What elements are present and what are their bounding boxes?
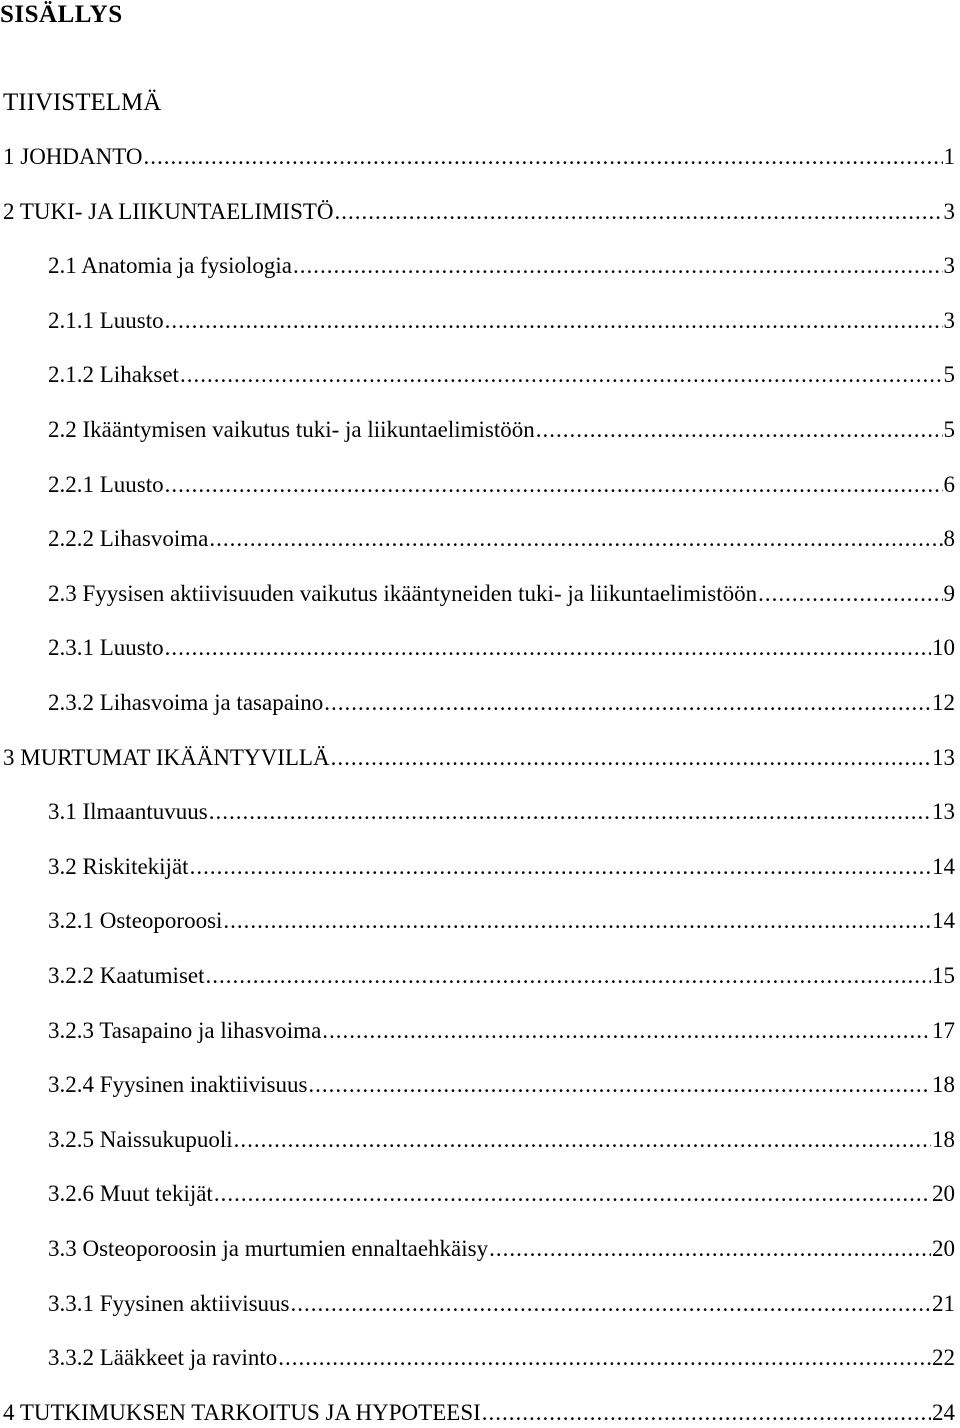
toc-entry[interactable] <box>48 1070 955 1100</box>
toc-entry-page-number: 12 <box>932 690 955 715</box>
dot-leader <box>331 743 931 773</box>
dot-leader <box>165 470 943 500</box>
dot-leader <box>324 688 931 718</box>
toc-entry-page-number: 13 <box>932 744 955 770</box>
dot-leader <box>308 1070 931 1100</box>
toc-entry-page-number: 17 <box>932 1017 955 1043</box>
toc-entry-title: 3.2 Riskitekijät <box>48 853 189 879</box>
toc-entry-title: 3.2.1 Osteoporoosi <box>48 908 223 934</box>
dot-leader <box>322 1016 931 1046</box>
toc-entry[interactable] <box>48 415 955 445</box>
dot-leader <box>234 1125 931 1155</box>
dot-leader <box>482 1398 931 1428</box>
dot-leader <box>489 1234 931 1264</box>
toc-entry-page-number: 8 <box>943 526 955 552</box>
dot-leader <box>180 360 943 390</box>
toc-entry-title: 3.3.2 Lääkkeet ja ravinto <box>48 1345 278 1371</box>
toc-entry[interactable] <box>48 797 955 827</box>
toc-entry[interactable] <box>48 1125 955 1155</box>
toc-entry-page-number: 3 <box>943 198 955 224</box>
dot-leader <box>278 1343 931 1373</box>
toc-entry-title: 2.2 Ikääntymisen vaikutus tuki- ja liikuntaelimistöön <box>48 417 535 442</box>
toc-entry-page-number: 15 <box>932 963 955 988</box>
toc-entry-title: 1 JOHDANTO <box>3 144 143 169</box>
toc-entry[interactable] <box>48 1234 955 1264</box>
toc-entry[interactable] <box>48 470 955 500</box>
toc-entry-title: 3 MURTUMAT IKÄÄNTYVILLÄ <box>3 744 330 770</box>
toc-entry[interactable] <box>48 360 955 390</box>
toc-entry-page-number: 20 <box>932 1236 955 1261</box>
toc-entry-page-number: 3 <box>943 253 955 279</box>
toc-entry[interactable] <box>48 633 955 663</box>
dot-leader <box>335 197 943 227</box>
toc-entry-title: 3.2.5 Naissukupuoli <box>48 1126 233 1152</box>
toc-entry-page-number: 24 <box>932 1399 955 1425</box>
toc-entry-page-number: 13 <box>932 799 955 825</box>
toc-entry-page-number: 21 <box>932 1290 955 1316</box>
dot-leader <box>165 306 943 336</box>
toc-entry-title: 2.3.2 Lihasvoima ja tasapaino <box>48 690 324 715</box>
toc-entry-title: 3.3 Osteoporoosin ja murtumien ennaltaehkäisy <box>48 1236 489 1261</box>
dot-leader <box>223 906 931 936</box>
toc-entry[interactable] <box>3 197 955 227</box>
dot-leader <box>190 852 931 882</box>
toc-entry-title: 2.1.2 Lihakset <box>48 362 179 388</box>
toc-entry-page-number: 18 <box>932 1072 955 1098</box>
toc-entry-page-number: 20 <box>932 1181 955 1207</box>
dot-leader <box>536 415 943 445</box>
dot-leader <box>209 524 942 554</box>
toc-entry[interactable] <box>48 688 955 718</box>
toc-entry[interactable] <box>48 852 955 882</box>
toc-entry-title: 2.3.1 Luusto <box>48 635 164 661</box>
toc-entry-page-number: 3 <box>943 307 955 333</box>
toc-entry-page-number: 5 <box>943 362 955 388</box>
toc-entry[interactable] <box>48 961 955 991</box>
toc-entry[interactable] <box>3 743 955 773</box>
toc-entry-title: 3.2.3 Tasapaino ja lihasvoima <box>48 1017 322 1043</box>
page-title: SISÄLLYS <box>0 1 123 28</box>
dot-leader <box>291 1289 931 1319</box>
dot-leader <box>758 579 942 609</box>
toc-entry-page-number: 6 <box>943 471 955 497</box>
toc-entry-page-number: 9 <box>943 580 955 606</box>
toc-entry-page-number: 5 <box>943 417 955 442</box>
toc-entry[interactable] <box>48 1289 955 1319</box>
toc-entry[interactable] <box>48 251 955 281</box>
toc-entry-title: 2 TUKI- JA LIIKUNTAELIMISTÖ <box>3 198 334 224</box>
toc-entry[interactable] <box>3 142 955 172</box>
toc-entry-title: 3.3.1 Fyysinen aktiivisuus <box>48 1290 290 1316</box>
toc-entry-page-number: 14 <box>932 853 955 879</box>
toc-entry-page-number: 18 <box>932 1126 955 1152</box>
toc-entry[interactable] <box>48 1016 955 1046</box>
toc-entry-page-number: 10 <box>932 635 955 661</box>
toc-entry-title: 3.2.6 Muut tekijät <box>48 1181 213 1207</box>
toc-entry[interactable] <box>48 1343 955 1373</box>
dot-leader <box>144 142 943 172</box>
toc-entry[interactable] <box>48 306 955 336</box>
toc-entry-title: 3.2.4 Fyysinen inaktiivisuus <box>48 1072 308 1098</box>
dot-leader <box>214 1179 931 1209</box>
dot-leader <box>209 797 931 827</box>
toc-entry[interactable] <box>48 579 955 609</box>
toc-entry-title: 3.2.2 Kaatumiset <box>48 963 205 988</box>
toc-entry-title: 2.1 Anatomia ja fysiologia <box>48 253 293 279</box>
toc-entry-page-number: 14 <box>932 908 955 934</box>
toc-entry-title: 4 TUTKIMUKSEN TARKOITUS JA HYPOTEESI <box>3 1399 481 1425</box>
dot-leader <box>293 251 942 281</box>
abstract-link[interactable]: TIIVISTELMÄ <box>3 89 162 116</box>
toc-entry[interactable] <box>3 1398 955 1428</box>
toc-entry-title: 3.1 Ilmaantuvuus <box>48 799 208 825</box>
dot-leader <box>165 633 931 663</box>
toc-entry[interactable] <box>48 906 955 936</box>
toc-entry-title: 2.1.1 Luusto <box>48 307 164 333</box>
toc-entry-page-number: 22 <box>932 1345 955 1371</box>
toc-entry-page-number: 1 <box>943 144 955 169</box>
dot-leader <box>206 961 932 991</box>
toc-entry[interactable] <box>48 1179 955 1209</box>
toc-entry-title: 2.2.2 Lihasvoima <box>48 526 209 552</box>
toc-entry-title: 2.2.1 Luusto <box>48 471 164 497</box>
toc-entry[interactable] <box>48 524 955 554</box>
toc-entry-title: 2.3 Fyysisen aktiivisuuden vaikutus ikääntyneiden tuki- ja liikuntaelimistöön <box>48 580 758 606</box>
